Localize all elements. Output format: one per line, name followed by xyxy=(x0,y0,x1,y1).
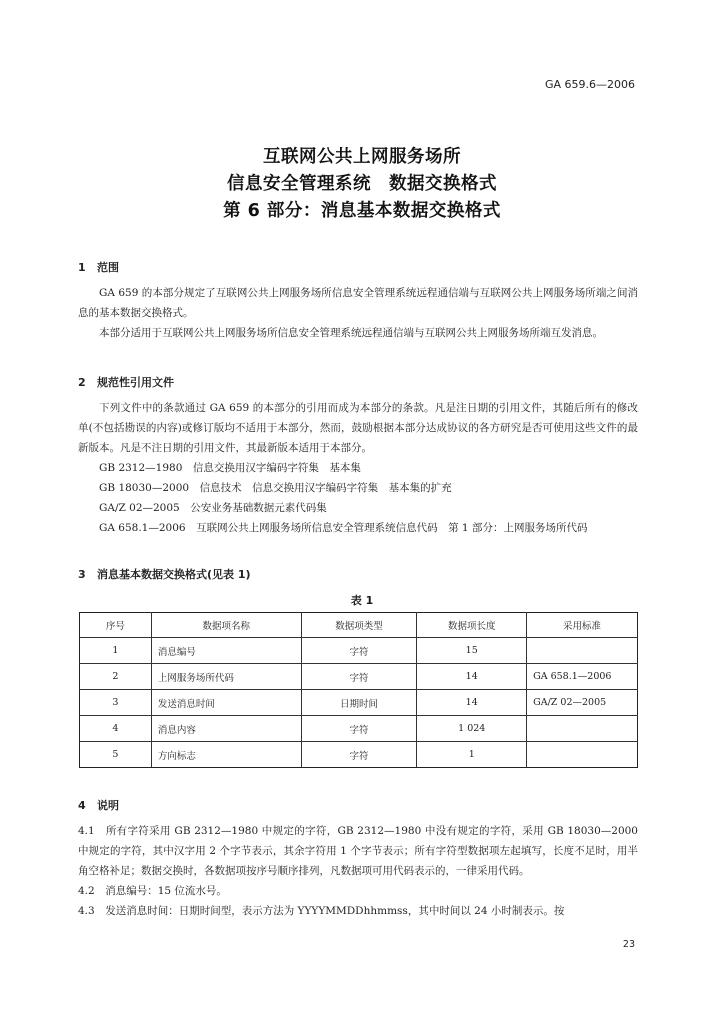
table-cell: 字符 xyxy=(301,742,417,768)
table-cell xyxy=(527,638,638,664)
table-row xyxy=(80,742,638,768)
section-title: 规范性引用文件 xyxy=(97,376,174,389)
table-cell: 5 xyxy=(80,742,152,768)
table-cell: GA 658.1—2006 xyxy=(527,664,638,690)
table-cell: 消息编号 xyxy=(151,638,301,664)
paragraph: 下列文件中的条款通过 GA 659 的本部分的引用而成为本部分的条款。凡是注日期的引用文件，其随后所有的修改单(不包括勘误的内容)或修订版均不适用于本部分，然而，鼓励根据本部分达成协议的各方研究是否可使用这些文件的最新版本。凡是不注日期的引用文件，其最新版本适用于本部分。 xyxy=(78,402,638,454)
section-number: 3 xyxy=(78,568,86,581)
section-number: 1 xyxy=(78,261,86,274)
table-row xyxy=(80,638,638,664)
document-title xyxy=(0,144,724,225)
table-cell: 消息内容 xyxy=(151,716,301,742)
table-cell: 15 xyxy=(417,638,527,664)
note-item: 4.3 发送消息时间：日期时间型，表示方法为 YYYYMMDDhhmmss，其中时间以 24 小时制表示。按 xyxy=(78,905,565,917)
section-2-body xyxy=(78,398,638,538)
section-3-heading xyxy=(78,566,251,582)
title-line-2: 信息安全管理系统 数据交换格式 xyxy=(227,174,497,194)
table-cell xyxy=(527,742,638,768)
reference-item: GB 18030—2000 信息技术 信息交换用汉字编码字符集 基本集的扩充 xyxy=(99,482,452,494)
table-cell: 字符 xyxy=(301,638,417,664)
section-title: 说明 xyxy=(97,799,119,812)
section-2-heading xyxy=(78,374,174,390)
section-1-heading xyxy=(78,259,119,275)
standard-code: GA 659.6—2006 xyxy=(544,78,635,91)
table-row xyxy=(80,690,638,716)
note-item: 4.2 消息编号：15 位流水号。 xyxy=(78,885,227,897)
section-title: 范围 xyxy=(97,261,119,274)
section-4-heading xyxy=(78,797,119,813)
table-caption: 表 1 xyxy=(350,594,374,607)
data-table xyxy=(79,612,638,768)
column-header: 采用标准 xyxy=(527,613,638,638)
table-cell: 2 xyxy=(80,664,152,690)
table-cell: 1 024 xyxy=(417,716,527,742)
column-header: 序号 xyxy=(80,613,152,638)
table-cell: 4 xyxy=(80,716,152,742)
table-cell: 字符 xyxy=(301,716,417,742)
section-1-body xyxy=(78,283,638,343)
section-4-body xyxy=(78,821,638,921)
table-cell: 日期时间 xyxy=(301,690,417,716)
reference-item: GB 2312—1980 信息交换用汉字编码字符集 基本集 xyxy=(99,462,361,474)
table-cell: 方向标志 xyxy=(151,742,301,768)
table-cell xyxy=(527,716,638,742)
column-header: 数据项类型 xyxy=(301,613,417,638)
table-cell: GA/Z 02—2005 xyxy=(527,690,638,716)
table-row xyxy=(80,716,638,742)
paragraph: GA 659 的本部分规定了互联网公共上网服务场所信息安全管理系统远程通信端与互联网公共上网服务场所端之间消息的基本数据交换格式。 xyxy=(78,287,638,319)
page-number: 23 xyxy=(622,939,635,950)
section-number: 4 xyxy=(78,799,86,812)
table-cell: 上网服务场所代码 xyxy=(151,664,301,690)
table-cell: 发送消息时间 xyxy=(151,690,301,716)
table-cell: 14 xyxy=(417,664,527,690)
table-cell: 3 xyxy=(80,690,152,716)
paragraph: 本部分适用于互联网公共上网服务场所信息安全管理系统远程通信端与互联网公共上网服务场所端互发消息。 xyxy=(99,327,603,339)
table-cell: 字符 xyxy=(301,664,417,690)
title-line-1: 互联网公共上网服务场所 xyxy=(263,147,461,167)
table-row xyxy=(80,664,638,690)
table-cell: 1 xyxy=(80,638,152,664)
section-number: 2 xyxy=(78,376,86,389)
column-header: 数据项名称 xyxy=(151,613,301,638)
reference-item: GA 658.1—2006 互联网公共上网服务场所信息安全管理系统信息代码 第 1 部分：上网服务场所代码 xyxy=(99,522,588,534)
title-line-3: 第 6 部分：消息基本数据交换格式 xyxy=(223,201,501,221)
section-title: 消息基本数据交换格式(见表 1) xyxy=(97,568,251,581)
note-item: 4.1 所有字符采用 GB 2312—1980 中规定的字符，GB 2312—1980 中没有规定的字符，采用 GB 18030—2000 中规定的字符，其中汉字用 2 个字节表示，其余字符用 1 个字节表示；所有字符型数据项左起填写，长度不足时，用半角空格补足；数据交换时，各数据项按序号顺序排列，凡数据项可用代码表示的，一律采用代码。 xyxy=(78,825,638,877)
column-header: 数据项长度 xyxy=(417,613,527,638)
table-cell: 14 xyxy=(417,690,527,716)
reference-item: GA/Z 02—2005 公安业务基础数据元素代码集 xyxy=(99,502,327,514)
table-cell: 1 xyxy=(417,742,527,768)
table-header-row xyxy=(80,613,638,638)
